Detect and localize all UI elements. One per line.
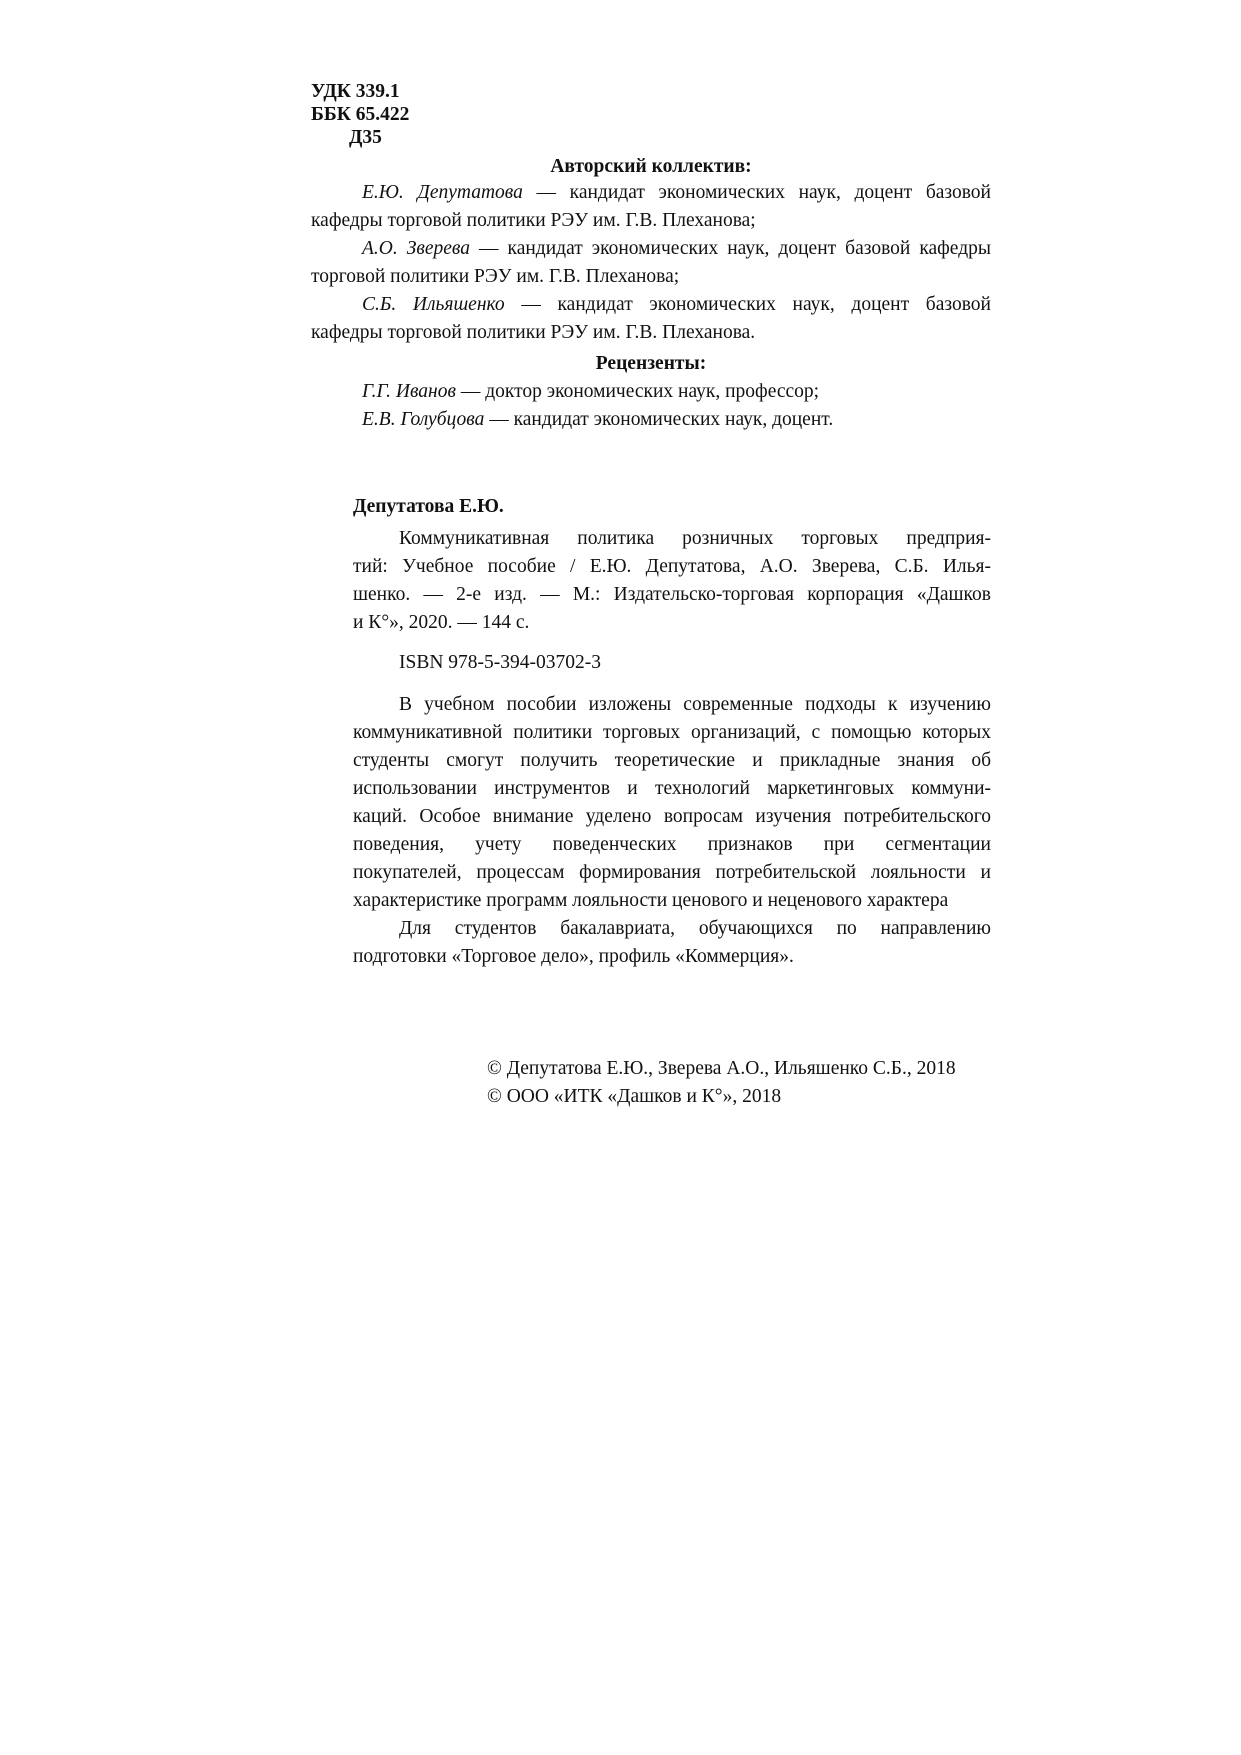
author-entry bbox=[311, 179, 991, 235]
reviewer-name: Е.В. Голубцова bbox=[362, 409, 485, 430]
annotation-line: В учебном пособии изложены современные подходы к изучению bbox=[399, 694, 991, 715]
bibliographic-description bbox=[353, 525, 991, 637]
author-entry-line2: кафедры торговой политики РЭУ им. Г.В. Плеханова. bbox=[311, 322, 756, 343]
annotation-line: коммуникативной политики торговых организаций, с помощью которых bbox=[353, 722, 991, 743]
bibliography-line: шенко. — 2-е изд. — М.: Издательско-торговая корпорация «Дашков bbox=[353, 584, 991, 605]
author-entry bbox=[311, 235, 991, 291]
author-description: — кандидат экономических наук, доцент базовой bbox=[504, 294, 991, 315]
isbn bbox=[353, 649, 991, 677]
author-entry-line2: торговой политики РЭУ им. Г.В. Плеханова; bbox=[311, 266, 680, 287]
reviewer-entry bbox=[362, 406, 833, 434]
author-entry-line2: кафедры торговой политики РЭУ им. Г.В. Плеханова; bbox=[311, 210, 756, 231]
author-entry-line1 bbox=[311, 291, 991, 319]
annotation-line: поведения, учету поведенческих признаков при сегментации bbox=[353, 834, 991, 855]
authors-heading: Авторский коллектив: bbox=[550, 156, 752, 177]
annotation-line: характеристике программ лояльности ценового и неценового характера bbox=[353, 890, 949, 911]
author-entry-line1 bbox=[311, 179, 991, 207]
annotation bbox=[353, 691, 991, 971]
classification-codes bbox=[311, 80, 409, 149]
annotation-line: использовании инструментов и технологий маркетинговых коммуни- bbox=[353, 778, 991, 799]
isbn-text: ISBN 978-5-394-03702-3 bbox=[399, 652, 602, 673]
copyright-publisher: © ООО «ИТК «Дашков и К°», 2018 bbox=[487, 1086, 782, 1107]
bibliography-line: тий: Учебное пособие / Е.Ю. Депутатова, А.О. Зверева, С.Б. Илья- bbox=[353, 556, 991, 577]
audience-line: подготовки «Торговое дело», профиль «Коммерция». bbox=[353, 946, 794, 967]
author-mark: Д35 bbox=[349, 127, 382, 148]
udk-code: УДК 339.1 bbox=[311, 81, 400, 102]
author-description: — кандидат экономических наук, доцент базовой bbox=[522, 182, 991, 203]
bibliography-author: Депутатова Е.Ю. bbox=[353, 496, 504, 517]
reviewer-name: Г.Г. Иванов bbox=[362, 381, 456, 402]
reviewer-description: — доктор экономических наук, профессор; bbox=[455, 381, 820, 402]
bibliography-line: Коммуникативная политика розничных торговых предприя- bbox=[399, 528, 991, 549]
bbk-code: ББК 65.422 bbox=[311, 104, 410, 125]
reviewer-entry bbox=[362, 378, 819, 406]
reviewers-heading: Рецензенты: bbox=[595, 353, 707, 374]
author-entry bbox=[311, 291, 991, 347]
author-entry-line1 bbox=[311, 235, 991, 263]
annotation-line: каций. Особое внимание уделено вопросам изучения потребительского bbox=[353, 806, 991, 827]
author-description: — кандидат экономических наук, доцент базовой кафедры bbox=[470, 238, 991, 259]
audience-line: Для студентов бакалавриата, обучающихся по направлению bbox=[399, 918, 991, 939]
reviewer-description: — кандидат экономических наук, доцент. bbox=[484, 409, 834, 430]
author-name: С.Б. Ильяшенко bbox=[362, 294, 505, 315]
bibliography-line: и К°», 2020. — 144 с. bbox=[353, 612, 530, 633]
copyright-authors: © Депутатова Е.Ю., Зверева А.О., Ильяшенко С.Б., 2018 bbox=[487, 1058, 956, 1079]
author-name: А.О. Зверева bbox=[362, 238, 471, 259]
author-name: Е.Ю. Депутатова bbox=[362, 182, 523, 203]
annotation-line: студенты смогут получить теоретические и прикладные знания об bbox=[353, 750, 991, 771]
annotation-line: покупателей, процессам формирования потребительской лояльности и bbox=[353, 862, 991, 883]
